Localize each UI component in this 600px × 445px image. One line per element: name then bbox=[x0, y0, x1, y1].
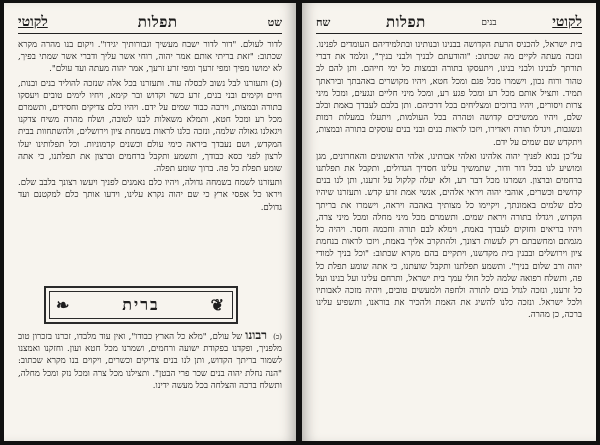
paragraph: על־כן נבוא לפניך יהוה אלהינו ואלהי אבותינו, אלהי הראשונים והאחרונים, מגן ומושיע לנו בכל דור ודור, שתמשיך עלינו חסדיך הגדולים, ותקבל את תפלתנו ברחמים וברצון. ושמרנו מכל דבר רע, ולא יעלה קלקול על זרענו, ותן לנו בנים קדושים וכשרים, אוהבי יהוה ויראי אלהים, אנשי אמת זרע קדש. ותעזרנו שיהיו כלם שלמים באמונתך, ויקיימו כל מצותיך באהבה ויראה, וישמרו את בריתך הקדוש, ויגדלו בתורה ויראת שמים. ותשמרם מכל מיני מחלה ומכל מיני צרה, ויהיו בריאים וחזקים לעבדך באמת, וימלא לבם תורה וחכמה וחסד. ויהיה כל מגמתם ומחשבתם רק לעשות רצונך, ולהתקרב אליך באמת, ויזכו לראות בנחמת ציון וירושלים ובבנין בית מקדשנו, ויתקיים בהם מקרא שכתוב: "וכל בניך למודי יהוה ורב שלום בניך". ותשמע תפלתנו ותקבל שועתנו, כי אתה שומע תפלת כל פה, ותשלח רפואה שלמה לכל חולי עמך בית ישראל, ותרחם עלינו ועל בנינו ועל כל זרענו, ונזכה לגדל בנים לתורה ולחפה ולמעשים טובים, ויהיה מזכה לאבותיו ולכל ישראל. ונזכה כלנו להשיג את האמת ולהכיר את בוראנו, ותשפיע עלינו ברכה, כן מהרה. bbox=[316, 151, 582, 321]
right-page-text bbox=[316, 39, 582, 324]
left-page-title: תפלות bbox=[137, 12, 178, 31]
section-title-box bbox=[44, 286, 238, 324]
left-page-bottom-text bbox=[18, 329, 282, 394]
paragraph: (כ) ותעזרנו לבל נשוב לכסלה עוד. ותעזרנו בכל אלה שנזכה להוליד בנים ובנות, חיים וקימים ובני בנים, זרע כשר וקדוש ובר קימא, ויחיו לימים טובים ויעסקו בתורה ובמצות, וירבה כבוד שמים על ידם. ויהיו כלם צדיקים וחסידים, ותשמרם מכל רע ומכל חטא, ותמלא משאלות לבנו לטובה, ושלח מהרה משיח צדקנו ויגאלנו גאולה שלמה, ונזכה כלנו לראות בשמחת ציון וירושלים, ולהשתחוות בבית המקדש, ושם נעבדך ביראה כימי עולם וכשנים קדמוניות. וכל תפלותינו יעלו לרצון לפני כסא כבודך, ותשמע ותקבל ברחמים וברצון את תפלתנו, כי אתה שומע תפלת כל פה. ברוך שומע תפלה. bbox=[18, 78, 282, 175]
right-page-subtitle: בנים bbox=[481, 17, 497, 28]
left-page-header bbox=[18, 11, 282, 34]
ornament-icon: ❦ bbox=[210, 295, 226, 315]
ornament-icon: ❧ bbox=[56, 295, 72, 315]
paragraph: ותעזרנו לשמח בשמחה גדולה, ויהיו כלם נאמנים לפניך ויעשו רצונך בלבב שלם. ויראו כל אפסי ארץ כי שם יהוה נקרא עלינו, וידעו אותך כלם למקטנם ועד גדולם. bbox=[18, 178, 282, 213]
left-page-number: שט bbox=[267, 15, 282, 29]
paragraph-mark: (כ) bbox=[273, 333, 283, 341]
left-page-likutei: לקוטי bbox=[18, 13, 48, 30]
right-page bbox=[302, 3, 596, 441]
paragraph: בית ישראל, להכניס הרעת הקדושה בבנינו ובנותינו ובתלמידיהם העומדים לפנינו. ונזכה מעתה לקיים מה שכתוב: "והודעתם לבניך ולבני בניך", ונלמד את דברי תורתך לבנינו ולבני בנינו, ויתעסקו בתורה ובמצות כל ימי חייהם. ותן להם לב טהור ורוח נכון, וישמרו מכל פגם ומכל חטא, ויהיו מקושרים באהבתך וביראתך תמיד. ותציל אותם מכל רע ומכל פגע רע, ומכל מיני חליים ונגעים, ומכל מיני צרות ויסורים, ויהיו ברוכים ומצליחים בכל דרכיהם. ותן בלבם לעבדך באמת ובלב שלם, ויהיו ממשיכים קדושה וטהרה בכל העולמות, ויתעלו במעלות רמות ונשגבות, ויגדלו תורה ויאדירו, ויזכו לראות בנים ובני בנים עוסקים בתורה ובמצות, ויתקדש שם שמים על ידם. bbox=[316, 40, 582, 148]
right-page-title: תפלות bbox=[385, 12, 426, 31]
section-title: ברית bbox=[122, 295, 160, 314]
paragraph-text: של עולם, "מלא כל הארץ כבודו", ואין עוד מלבדו, זכרנו בזכרון טוב מלפניך, ופקדנו בפקודת ישועה ורחמים, ושמרנו מכל חטא ועון. וחזקנו ואמצנו לשמור בריתך הקדוש, ותן לנו בנים צדיקים וכשרים, ויקוים בנו מקרא שכתוב: "הנה נחלת יהוה בנים שכר פרי הבטן". ותצילנו מכל צרה ומכל נזק ומכל מחלה, ותשלח ברכה והצלחה בכל מעשה ידינו. bbox=[18, 332, 282, 391]
right-page-header bbox=[316, 11, 582, 34]
paragraph: לדור לעולם. "דור לדור ישבח מעשיך וגבורותיך יגידו". ויקום בנו מהרה מקרא שכתוב: "זאת בריתי אותם אמר יהוה, רוחי אשר עליך ודברי אשר שמתי בפיך, לא ימושו מפיך ומפי זרעך ומפי זרע זרעך, אמר יהוה מעתה ועד עולם". bbox=[18, 40, 282, 75]
left-page-top-text bbox=[18, 39, 282, 216]
paragraph bbox=[18, 329, 282, 392]
left-page bbox=[4, 3, 296, 441]
lead-word: רבונו bbox=[245, 328, 268, 342]
right-page-likutei: לקוטי bbox=[552, 13, 582, 30]
right-page-number: שח bbox=[316, 15, 331, 29]
